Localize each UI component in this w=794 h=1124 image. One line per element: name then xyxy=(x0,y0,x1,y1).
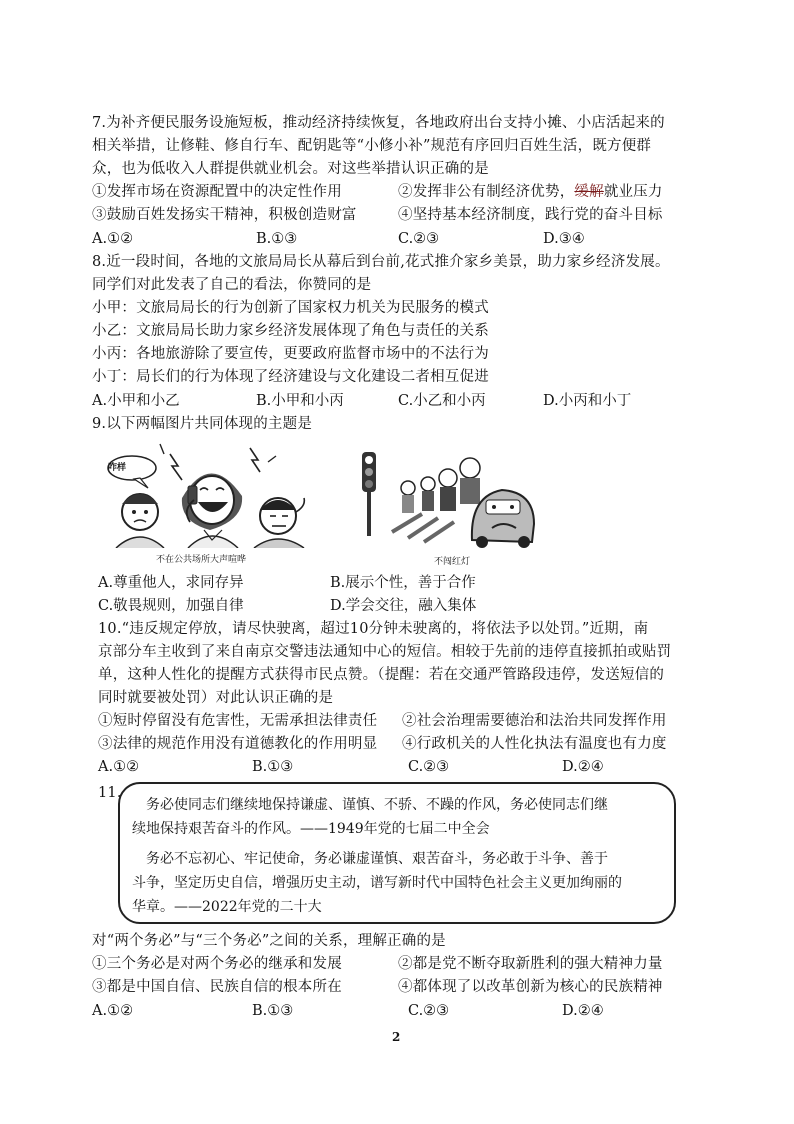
cartoon-loud-talking-image xyxy=(100,440,320,548)
q10-option-c: C.②③ xyxy=(408,759,450,775)
q8-option-d: D.小丙和小丁 xyxy=(543,393,632,409)
q10-statement-4: ④行政机关的人性化执法有温度也有力度 xyxy=(402,736,667,752)
q8-line-2: 同学们对此发表了自己的看法，你赞同的是 xyxy=(92,277,372,293)
q9-option-b: B.展示个性，善于合作 xyxy=(330,575,476,591)
q8-view-ding: 小丁：局长们的行为体现了经济建设与文化建设二者相互促进 xyxy=(92,369,489,385)
q8-view-bing: 小丙：各地旅游除了要宣传，更要政府监督市场中的不法行为 xyxy=(92,346,489,362)
q7-option-d: D.③④ xyxy=(543,231,585,247)
q10-option-b: B.①③ xyxy=(252,759,294,775)
speech-bubble-text: 咋样 xyxy=(108,463,127,473)
quote-2022-line-2: 斗争，坚定历史自信，增强历史主动，谱写新时代中国特色社会主义更加绚丽的 xyxy=(132,875,622,891)
q10-line-3: 单，这种人性化的提醒方式获得市民点赞。（提醒：若在交通严管路段违停，发送短信的 xyxy=(98,667,665,683)
q7-line-1: 7.为补齐便民服务设施短板，推动经济持续恢复，各地政府出台支持小摊、小店活起来的 xyxy=(92,115,665,131)
q7-option-a: A.①② xyxy=(92,231,134,247)
quote-box xyxy=(118,782,676,924)
q7-statement-2 xyxy=(398,181,663,203)
cartoon-red-light-image xyxy=(352,444,542,548)
q7-statement-4: ④坚持基本经济制度，践行党的奋斗目标 xyxy=(398,207,663,223)
q10-statement-3: ③法律的规范作用没有道德教化的作用明显 xyxy=(98,736,378,752)
q7-option-c: C.②③ xyxy=(398,231,440,247)
q10-statement-2: ②社会治理需要德治和法治共同发挥作用 xyxy=(402,713,667,729)
q11-option-b: B.①③ xyxy=(252,1003,294,1019)
q11-number: 11. xyxy=(98,785,122,801)
quote-2022-line-1: 务必不忘初心、牢记使命，务必谦虚谨慎、艰苦奋斗，务必敢于斗争、善于 xyxy=(146,851,608,867)
q11-option-d: D.②④ xyxy=(562,1003,604,1019)
page-number: 2 xyxy=(392,1030,401,1044)
q7-line-3: 众，也为低收入人群提供就业机会。对这些举措认识正确的是 xyxy=(92,161,489,177)
quote-1949-line-2: 续地保持艰苦奋斗的作风。——1949年党的七届二中全会 xyxy=(132,821,490,837)
q11-statement-4: ④都体现了以改革创新为核心的民族精神 xyxy=(398,979,663,995)
q10-line-4: 同时就要被处罚）对此认识正确的是 xyxy=(98,690,334,706)
q7-statement-2-text: ②发挥非公有制经济优势， xyxy=(398,184,575,200)
q7-option-b: B.①③ xyxy=(256,231,298,247)
q8-line-1: 8.近一段时间，各地的文旅局局长从幕后到台前,花式推介家乡美景，助力家乡经济发展。 xyxy=(92,254,670,270)
q11-statement-3: ③都是中国自信、民族自信的根本所在 xyxy=(92,979,342,995)
q11-statement-2: ②都是党不断夺取新胜利的强大精神力量 xyxy=(398,956,663,972)
quote-1949-line-1: 务必使同志们继续地保持谦虚、谨慎、不骄、不躁的作风，务必使同志们继 xyxy=(146,797,608,813)
q11-stem: 对“两个务必”与“三个务必”之间的关系，理解正确的是 xyxy=(92,933,446,949)
q8-option-c: C.小乙和小丙 xyxy=(398,393,486,409)
q7-statement-1: ①发挥市场在资源配置中的决定性作用 xyxy=(92,184,342,200)
q7-line-2: 相关举措，让修鞋、修自行车、配钥匙等“小修小补”规范有序回归百姓生活，既方便群 xyxy=(92,138,652,154)
handwritten-scribble: 缓解 xyxy=(574,184,604,200)
q7-statement-2-tail: 就业压力 xyxy=(603,184,663,200)
q9-option-d: D.学会交往，融入集体 xyxy=(330,598,477,614)
quote-2022-line-3: 华章。——2022年党的二十大 xyxy=(132,899,322,915)
q8-option-a: A.小甲和小乙 xyxy=(92,393,180,409)
q11-statement-1: ①三个务必是对两个务必的继承和发展 xyxy=(92,956,342,972)
caption-no-red-light: 不闯红灯 xyxy=(434,557,471,567)
q8-view-yi: 小乙：文旅局局长助力家乡经济发展体现了角色与责任的关系 xyxy=(92,323,489,339)
q11-option-c: C.②③ xyxy=(408,1003,450,1019)
q8-view-jia: 小甲：文旅局局长的行为创新了国家权力机关为民服务的模式 xyxy=(92,300,489,316)
q11-option-a: A.①② xyxy=(92,1003,134,1019)
q10-option-d: D.②④ xyxy=(562,759,604,775)
q10-line-2: 京部分车主收到了来自南京交警违法通知中心的短信。相较于先前的违停直接抓拍或贴罚 xyxy=(98,644,672,660)
q9-option-a: A.尊重他人，求同存异 xyxy=(98,575,244,591)
q9-stem: 9.以下两幅图片共同体现的主题是 xyxy=(92,416,313,432)
q9-option-c: C.敬畏规则，加强自律 xyxy=(98,598,244,614)
q10-line-1: 10.“违反规定停放，请尽快驶离，超过10分钟未驶离的，将依法予以处罚。”近期，南 xyxy=(98,621,649,637)
caption-no-loud-noise: 不在公共场所大声喧哗 xyxy=(156,555,247,565)
q10-option-a: A.①② xyxy=(98,759,140,775)
q8-option-b: B.小甲和小丙 xyxy=(256,393,344,409)
q7-statement-3: ③鼓励百姓发扬实干精神，积极创造财富 xyxy=(92,207,357,223)
q10-statement-1: ①短时停留没有危害性，无需承担法律责任 xyxy=(98,713,378,729)
